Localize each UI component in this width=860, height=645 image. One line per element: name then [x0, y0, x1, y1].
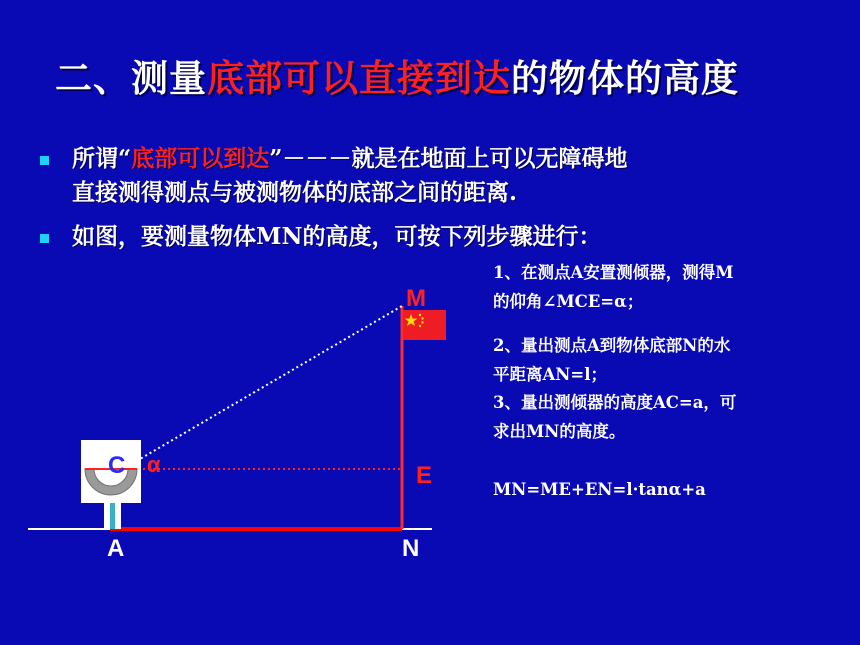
formula: MN=ME+EN=l·tanα+a — [493, 480, 706, 499]
label-alpha: α — [147, 452, 161, 477]
label-M: M — [406, 285, 426, 312]
step-3-line-1: 3、量出测倾器的高度AC=a，可 — [493, 393, 737, 412]
bullet-1-pre: 所谓“ — [72, 145, 132, 172]
label-A: A — [107, 535, 125, 562]
label-N: N — [402, 535, 420, 562]
step-2-line-2: 平距离AN=l； — [493, 365, 607, 384]
title-part1: 二、测量 — [55, 57, 207, 100]
bullet-1-post: ”－－－就是在地面上可以无障碍地 — [269, 145, 628, 172]
flag-icon — [403, 310, 446, 340]
step-2-line-1: 2、量出测点A到物体底部N的水 — [493, 336, 731, 355]
step-1-line-1: 1、在测点A安置测倾器，测得M — [493, 263, 734, 282]
label-C: C — [108, 452, 126, 479]
step-1-line-2: 的仰角∠MCE=α； — [493, 292, 644, 311]
title-part2: 的物体的高度 — [511, 57, 739, 100]
bullet-1-line-2: 直接测得测点与被测物体的底部之间的距离. — [72, 179, 518, 206]
bullet-1-highlight: 底部可以到达 — [131, 145, 270, 172]
step-3-line-2: 求出MN的高度。 — [493, 422, 626, 441]
sight-line-CM — [128, 306, 402, 466]
bullet-2-line-1: 如图，要测量物体MN的高度，可按下列步骤进行： — [72, 223, 602, 250]
title-highlight: 底部可以直接到达 — [207, 57, 511, 100]
label-E: E — [416, 462, 433, 489]
